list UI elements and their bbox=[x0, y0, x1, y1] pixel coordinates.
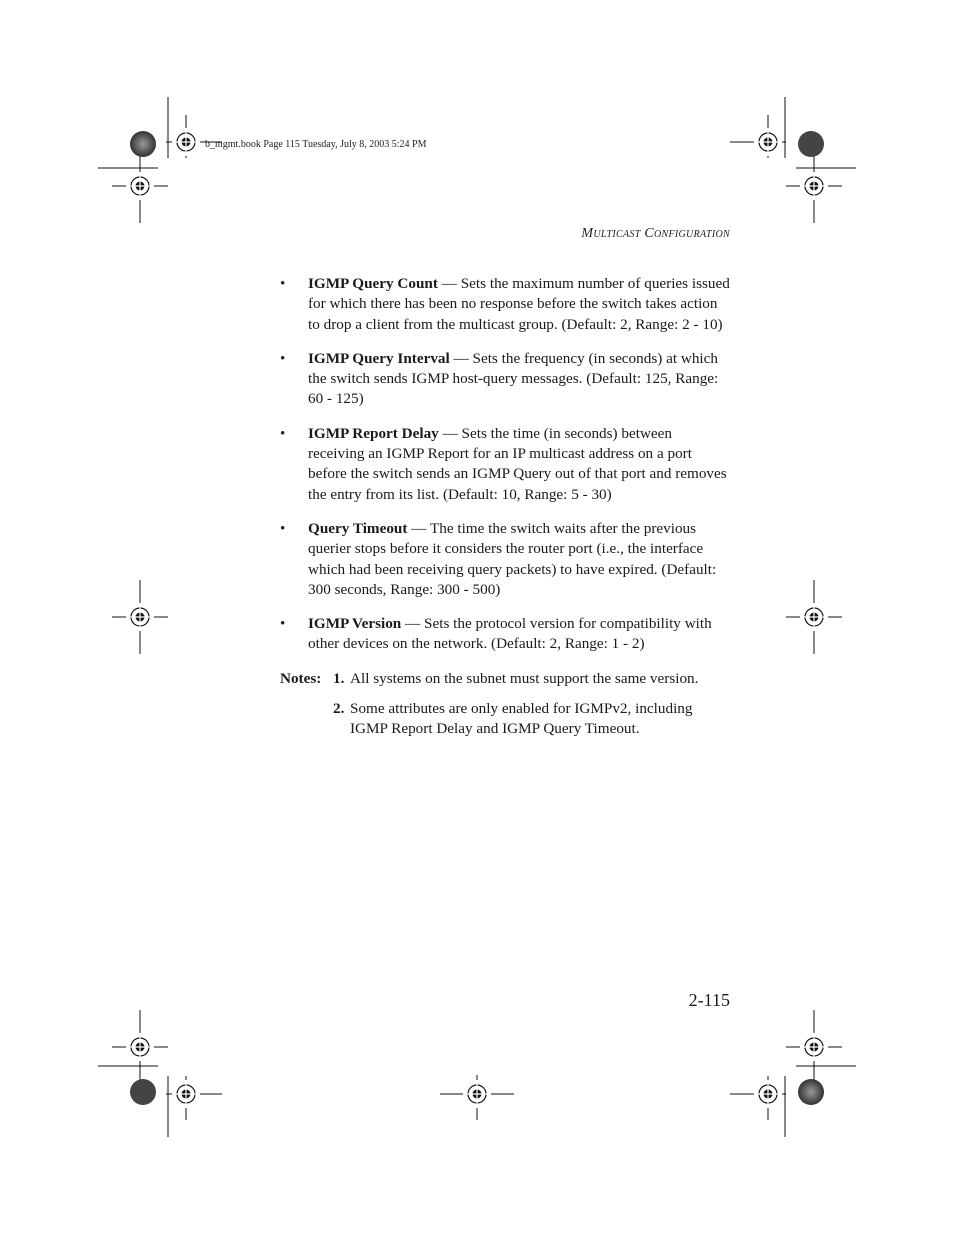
notes-block bbox=[280, 669, 730, 750]
bullet-term: IGMP Query Interval bbox=[308, 349, 450, 367]
note-item bbox=[333, 669, 730, 689]
page-number: 2-115 bbox=[688, 990, 730, 1010]
bullet-item-igmp-version bbox=[280, 614, 730, 655]
note-text: Some attributes are only enabled for IGMPv2, including IGMP Report Delay and IGMP Query Timeout. bbox=[350, 700, 693, 738]
bullet-term: IGMP Version bbox=[308, 615, 402, 633]
bullet-term: Query Timeout bbox=[308, 519, 408, 537]
notes-list bbox=[333, 669, 730, 750]
bullet-item-query-count bbox=[280, 274, 730, 335]
notes-label: Notes: bbox=[280, 669, 322, 687]
note-number: 2. bbox=[333, 700, 345, 718]
bullet-term: IGMP Report Delay bbox=[308, 424, 439, 442]
bullet-glyph: • bbox=[280, 615, 286, 633]
bullet-description: — Sets the maximum number of queries issued for which there has been no response before the switch takes action to drop a client from the multicast group. (Default: 2, Range: 2 - 10) bbox=[308, 275, 730, 333]
bullet-description: — Sets the frequency (in seconds) at which the switch sends IGMP host-query messages. (Default: 125, Range: 60 - 125) bbox=[308, 349, 719, 408]
bullet-item-query-interval bbox=[280, 349, 730, 410]
bullet-term: IGMP Query Count bbox=[308, 275, 438, 292]
bullet-glyph: • bbox=[280, 275, 286, 292]
bullet-glyph: • bbox=[280, 519, 286, 537]
bullet-description: — Sets the time (in seconds) between receiving an IGMP Report for an IP multicast address on a port before the switch sends an IGMP Query out of that port and removes the entry from its list. (Default: 10, Range: 5 - 30) bbox=[308, 424, 727, 503]
running-head: Multicast Configuration bbox=[581, 226, 730, 241]
note-text: All systems on the subnet must support the same version. bbox=[350, 669, 699, 687]
bullet-glyph: • bbox=[280, 424, 286, 442]
bullet-glyph: • bbox=[280, 349, 286, 367]
note-number: 1. bbox=[333, 669, 345, 687]
bullet-description: — The time the switch waits after the previous querier stops before it considers the router port (i.e., the interface which had been receiving query packets) to have expired. (Default: 300 seconds, Range: 300 - 500) bbox=[308, 519, 717, 598]
print-slug: b_mgmt.book Page 115 Tuesday, July 8, 2003 5:24 PM bbox=[205, 139, 427, 150]
page-body bbox=[280, 274, 730, 750]
bullet-description: — Sets the protocol version for compatibility with other devices on the network. (Default: 2, Range: 1 - 2) bbox=[308, 615, 712, 653]
note-item bbox=[333, 699, 730, 740]
bullet-item-report-delay bbox=[280, 424, 730, 505]
bullet-item-query-timeout bbox=[280, 519, 730, 600]
